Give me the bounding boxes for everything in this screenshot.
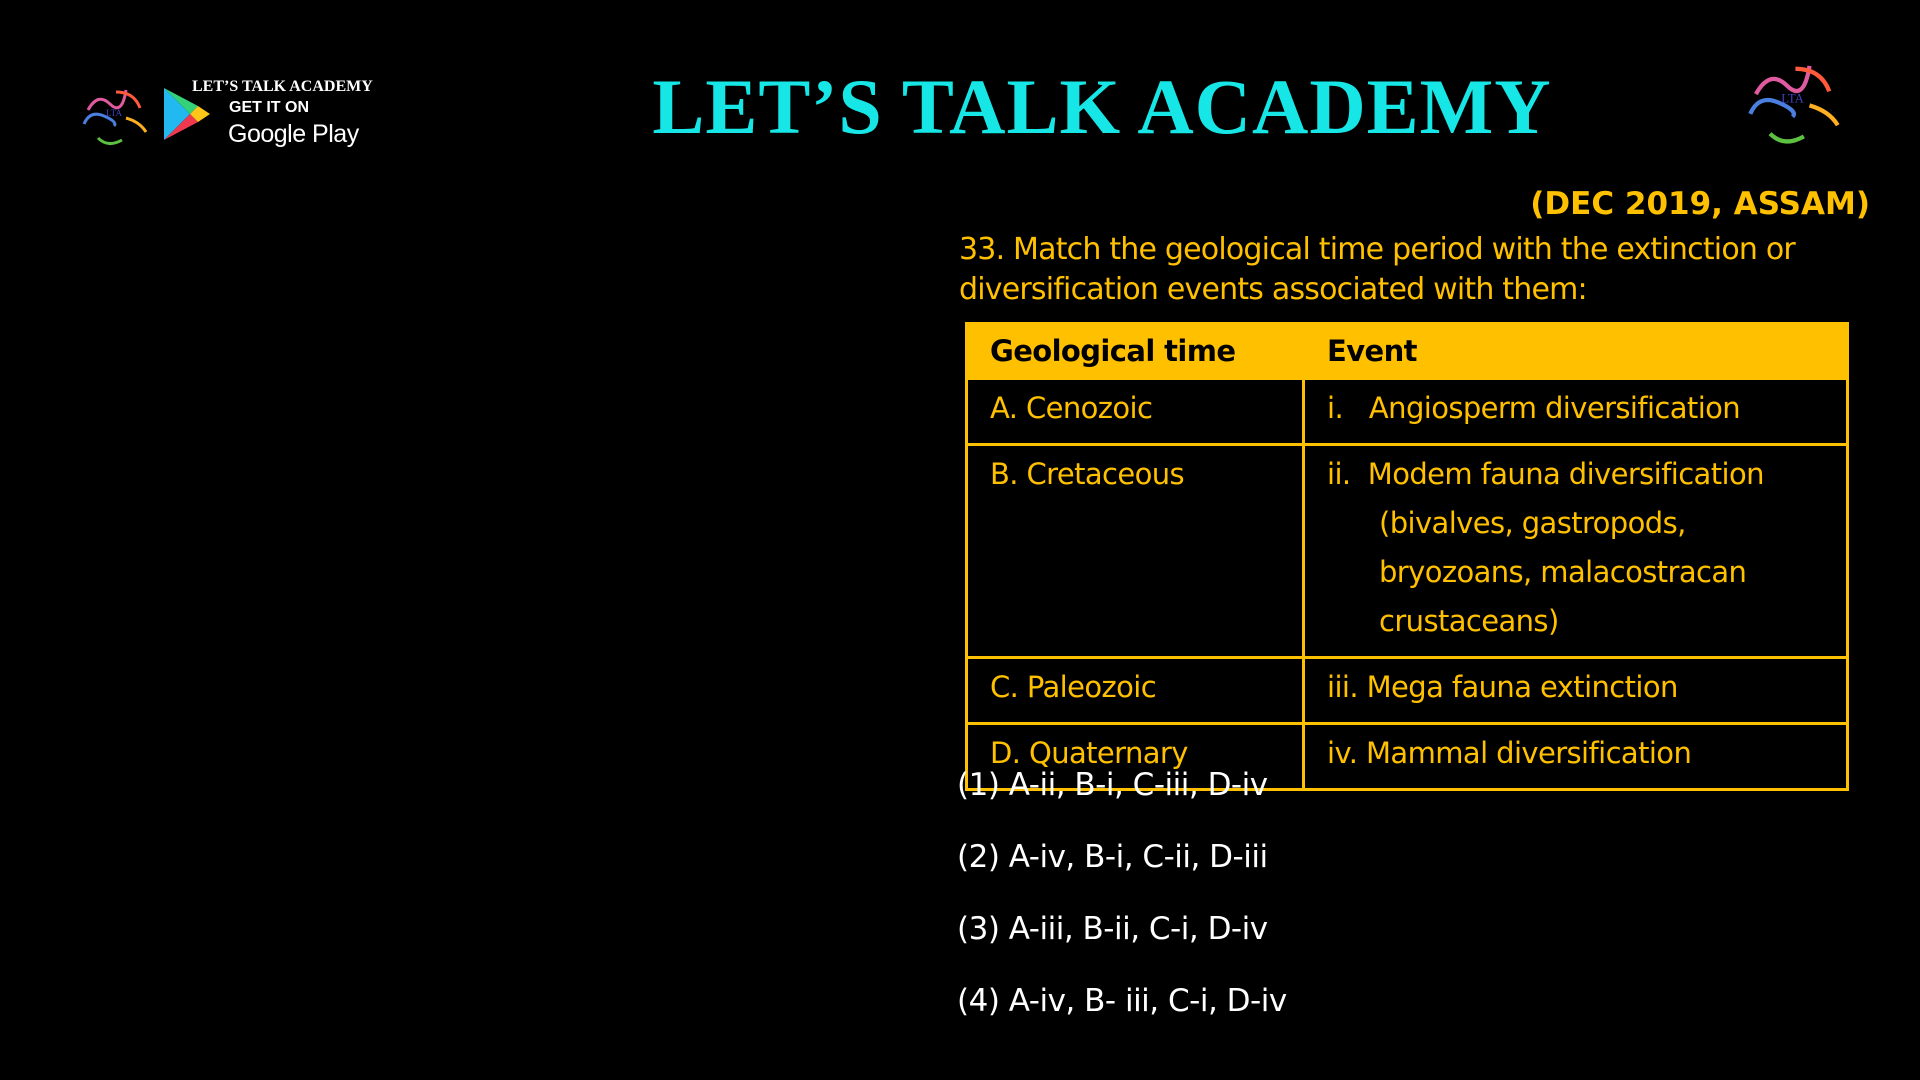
academy-logo-right	[1739, 51, 1849, 157]
option-4[interactable]: (4) A-iv, B- iii, C-i, D-iv	[957, 983, 1287, 1019]
event-text: ii. Modem fauna diversification	[1327, 457, 1764, 491]
match-table	[965, 322, 1849, 791]
event-cell	[1304, 379, 1848, 445]
table-row	[967, 379, 1848, 445]
event-subtext: (bivalves, gastropods, bryozoans, malacostracan crustaceans)	[1379, 506, 1747, 638]
header-geological-time: Geological time	[967, 324, 1304, 379]
badge-brand-text: LET’S TALK ACADEMY	[192, 78, 373, 95]
option-3[interactable]: (3) A-iii, B-ii, C-i, D-iv	[957, 911, 1268, 947]
badge-get-it-on[interactable]: GET IT ON	[229, 99, 309, 116]
time-cell: C. Paleozoic	[967, 658, 1304, 724]
time-cell: D. Quaternary	[967, 724, 1304, 790]
option-1[interactable]: (1) A-ii, B-i, C-iii, D-iv	[957, 767, 1268, 803]
page-title: LET’S TALK ACADEMY	[652, 63, 1552, 150]
event-text: i. Angiosperm diversification	[1327, 391, 1741, 425]
event-text: iv. Mammal diversification	[1327, 736, 1692, 770]
question-text: 33. Match the geological time period with the extinction or diversification events associated with them:	[959, 232, 1795, 307]
time-cell: B. Cretaceous	[967, 445, 1304, 658]
exam-source: (DEC 2019, ASSAM)	[1530, 186, 1870, 222]
table-row	[967, 658, 1848, 724]
option-2[interactable]: (2) A-iv, B-i, C-ii, D-iii	[957, 839, 1268, 875]
header-event: Event	[1304, 324, 1848, 379]
event-text: iii. Mega fauna extinction	[1327, 670, 1678, 704]
svg-text:LTA: LTA	[106, 108, 122, 118]
table-row	[967, 445, 1848, 658]
event-cell	[1304, 445, 1848, 658]
badge-google-play[interactable]: Google Play	[228, 120, 359, 148]
event-cell	[1304, 658, 1848, 724]
table-header-row	[967, 324, 1848, 379]
event-cell	[1304, 724, 1848, 790]
time-cell: A. Cenozoic	[967, 379, 1304, 445]
svg-text:LTA: LTA	[1781, 91, 1804, 106]
